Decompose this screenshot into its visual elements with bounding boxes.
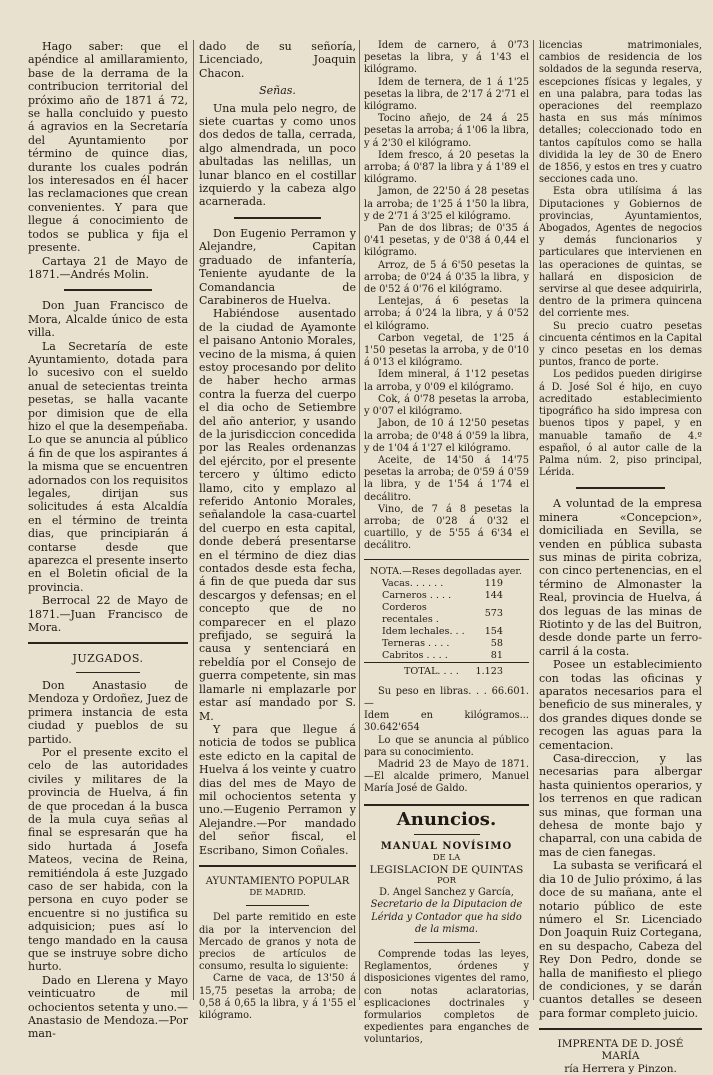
row-value: 81: [490, 649, 503, 661]
notice-cartaya: Hago saber: que el apéndice al amillaramiento, base de la derrama de la contribucion territorial del próximo año de 1871 á 72, se halla concluido y puesto á agravios en la Secretaría del Ayuntamiento por término de quince dias, durante los cuales podrán los interesados en él hacer las reclamaciones que crean convenientes. Y para que llegue á conocimiento de todos se publica y fija el presente.: [28, 40, 188, 255]
row-value: 573: [484, 607, 503, 619]
column-1: [28, 40, 188, 1041]
notice-berrocal: La Secretaría de este Ayuntamiento, dotada para lo sucesivo con el sueldo anual de setecientas treinta pesetas, se halla vacante por dimision que de ella hizo el que la desempeñaba. Lo que se anuncia al público á fin de que los aspirantes á la misma que se encuentren adornados con los requisitos legales, dirijan sus solicitudes á esta Alcaldía en el término de treinta dias, que principiarán á contarse desde que aparezca el presente inserto en el Boletin oficial de la provincia.: [28, 339, 188, 594]
market-price: Jabon, de 10 á 12'50 pesetas la arroba; de 0'48 á 0'59 la libra, y de 1'04 á 1'27 el kilógramo.: [364, 418, 529, 454]
slaughter-table: [364, 578, 529, 678]
row-value: 144: [484, 589, 503, 601]
row-label: Vacas. . . . . .: [382, 577, 444, 589]
imprint: IMPRENTA DE D. JOSÉ MARÍA: [557, 1038, 684, 1063]
market-price: Idem mineral, á 1'12 pesetas la arroba, y 0'09 el kilógramo.: [364, 369, 529, 393]
table-row: [364, 638, 529, 650]
separator: [539, 1028, 702, 1030]
notice-title: Don Juan Francisco de Mora, Alcalde único de esta villa.: [28, 299, 188, 340]
section-heading-ayuntamiento: AYUNTAMIENTO POPULAR: [205, 875, 350, 887]
notice-signature: Berrocal 22 de Mayo de 1871.—Juan Francisco de Mora.: [28, 594, 188, 635]
book-description: Esta obra utilísima á las Diputaciones y Gobiernos de provincias, Ayuntamientos, Abogados, Agentes de negocios y demás funcionarios y particulares que intervienen en las operaciones de quintas, se hallará en disposicion de servirse al que desee adquirirla, dentro de la primera quincena del corriente mes.: [539, 186, 702, 320]
book-title: MANUAL NOVÍSIMO: [380, 840, 513, 852]
market-price: Idem de ternera, de 1 á 1'25 pesetas la libra, de 2'17 á 2'71 el kilógramo.: [364, 76, 529, 113]
market-price: Vino, de 7 á 8 pesetas la arroba; de 0'28 á 0'32 el cuartillo, y de 5'55 á 6'34 el decálitro.: [364, 503, 529, 552]
row-label: Corderos recentales .: [382, 601, 439, 625]
separator: [234, 217, 320, 219]
notice-continuation: dado de su señoría, Licenciado, Joaquin Chacon.: [199, 40, 356, 80]
market-price: Carne de vaca, de 13'50 á 15,75 pesetas la arroba; de 0,58 á 0,65 la libra, y á 1'55 el kilógramo.: [199, 973, 356, 1021]
market-price: Arroz, de 5 á 6'50 pesetas la arroba; de 0'24 á 0'35 la libra, y de 0'52 á 0'76 el kilógramo.: [364, 259, 529, 296]
weight-kilos: Idem en kilógramos... 30.642'654: [364, 710, 529, 734]
row-label: Idem lechales. . .: [382, 625, 465, 637]
table-row: [364, 650, 529, 663]
row-label: Cabritos . . . .: [382, 649, 448, 661]
total-label: TOTAL. . . .: [404, 665, 459, 677]
market-price: Cok, á 0'78 pesetas la arroba, y 0'07 el kilógramo.: [364, 393, 529, 418]
book-author-role: Secretario de la Diputacion de Lérida y Contador que ha sido de la misma.: [370, 899, 523, 935]
column-2: [199, 40, 356, 1022]
anuncios-heading: Anuncios.: [396, 808, 497, 830]
notice-body: Dado en Llerena y Mayo veinticuatro de mil ochocientos setenta y uno.—Anastasio de Mendoza.—Por man-: [28, 973, 188, 1041]
separator: [414, 834, 480, 835]
notice-title: Don Eugenio Perramon y Alejandre, Capitan graduado de infantería, Teniente ayudante de la Comandancia de Carabineros de Huelva.: [199, 226, 356, 307]
row-value: 58: [490, 637, 503, 649]
market-price: Pan de dos libras; de 0'35 á 0'41 pesetas, y de 0'38 á 0,44 el kilógramo.: [364, 223, 529, 259]
nota-title: NOTA.—Reses degolladas ayer.: [370, 565, 523, 577]
market-price: Tocino añejo, de 24 á 25 pesetas la arroba; á 1'06 la libra, y á 2'30 el kilógramo.: [364, 113, 529, 149]
row-value: 119: [484, 577, 503, 589]
senas-heading: Señas.: [259, 84, 296, 98]
row-label: Terneras . . . .: [382, 637, 450, 649]
market-price: Idem fresco, á 20 pesetas la arroba; á 0'87 la libra y á 1'89 el kilógramo.: [364, 149, 529, 186]
book-description: Comprende todas las leyes, Reglamentos, órdenes y disposiciones vigentes del ramo, con notas aclaratorias, esplicaciones doctrinales y formularios completos de expedientes para enganches de voluntarios,: [364, 948, 529, 1046]
separator: [199, 865, 356, 867]
separator: [414, 942, 480, 943]
table-total-row: [364, 662, 529, 678]
notice-signature: Madrid 23 de Mayo de 1871.—El alcalde primero, Manuel María José de Galdo.: [364, 758, 529, 795]
imprint: ría Herrera y Pinzon.: [564, 1062, 677, 1075]
total-value: 1.123: [475, 665, 503, 677]
section-subheading: DE MADRID.: [249, 888, 306, 899]
separator: [246, 905, 309, 906]
market-price: Jamon, de 22'50 á 28 pesetas la arroba; de 1'25 á 1'50 la libra, y de 2'71 á 3'25 el kilógramo.: [364, 186, 529, 222]
table-row: [364, 578, 529, 590]
weight-pounds: Su peso en libras. . . 66.601.—: [364, 685, 529, 709]
market-price: Carbon vegetal, de 1'25 á 1'50 pesetas la arroba, y de 0'10 á 0'13 el kilógramo.: [364, 332, 529, 369]
mule-description: Una mula pelo negro, de siete cuartas y como unos dos dedos de talla, cerrada, algo almendrada, un poco abultadas las nelillas, un lunar blanco en el costillar izquierdo y la cabeza algo acarnerada.: [199, 101, 356, 209]
market-intro: Del parte remitido en este dia por la intervencion del Mercado de granos y nota de precios de artículos de consumo, resulta lo siguiente:: [199, 912, 356, 973]
separator: [364, 804, 529, 806]
separator: [64, 289, 152, 291]
notice-title: Don Anastasio de Mendoza y Ordoñez, Juez de primera instancia de esta ciudad y pueblos de su partido.: [28, 678, 188, 746]
separator: [364, 559, 529, 560]
mine-auction: La subasta se verificará el dia 10 de Julio próximo, á las doce de su mañana, ante el notario público de este número el Sr. Licenciado Don Joaquin Ruiz Cortegana, en su despacho, Cabeza del Rey Don Pedro, donde se halla de manifiesto el pliego de condiciones, y se darán cuantos detalles se deseen para formar completo juicio.: [539, 859, 702, 1020]
column-divider: [533, 40, 534, 1000]
market-price: Aceite, de 14'50 á 14'75 pesetas la arroba; de 0'59 á 0'59 la libra, y de 1'54 á 1'74 el decálitro.: [364, 454, 529, 503]
table-row: [364, 602, 529, 626]
book-by: POR: [436, 876, 457, 887]
table-row: [364, 626, 529, 638]
mine-auction: A voluntad de la empresa minera «Concepcion», domiciliada en Sevilla, se venden en pública subasta sus minas de pirita cobriza, con cinco pertenencias, en el término de Almonaster la Real, provincia de Huelva, á dos leguas de las minas de Riotinto y de las del Buitron, desde donde parte un ferro-carril á la costa.: [539, 497, 702, 658]
notice-body: Por el presente excito el celo de las autoridades civiles y militares de la provincia de Huelva, á fin de que procedan á la busca de la mula cuya señas al final se espresarán que ha sido hurtada á Josefa Mateos, vecina de Reina, remitiéndola á este Juzgado caso de ser habida, con la persona en cuyo poder se encuentre si no justifica su adquisicion; pues así lo tengo mandado en la causa que se instruye sobre dicho hurto.: [28, 745, 188, 974]
market-price: Lentejas, á 6 pesetas la arroba; á 0'24 la libra, y á 0'52 el kilógramo.: [364, 296, 529, 332]
book-price: Su precio cuatro pesetas cincuenta céntimos en la Capital y cinco pesetas en los demas puntos, franco de porte.: [539, 320, 702, 369]
row-label: Carneros . . . .: [382, 589, 452, 601]
edict-body: Y para que llegue á noticia de todos se publica este edicto en la capital de Huelva á los veinte y cuatro dias del mes de Mayo de mil ochocientos setenta y uno.—Eugenio Perramon y Alejandre.—Por mandado del señor fiscal, el Escribano, Simon Coñales.: [199, 722, 356, 857]
row-value: 154: [484, 625, 503, 637]
section-heading-juzgados: JUZGADOS.: [72, 652, 144, 666]
book-orders: Los pedidos pueden dirigirse á D. José Sol é hijo, en cuyo acreditado establecimiento tipográfico ha sido impresa con buenos tipos y papel, y en manuable tamaño de 4.º español, ó al autor calle de la Palma núm. 2, piso principal, Lérida.: [539, 369, 702, 479]
book-subject: LEGISLACION DE QUINTAS: [369, 863, 524, 876]
separator: [28, 642, 188, 644]
notice-signature: Cartaya 21 de Mayo de 1871.—Andrés Molin.: [28, 254, 188, 281]
book-description-cont: licencias matrimoniales, cambios de residencia de los soldados de la segunda reserva, escepciones físicas y legales, y en una palabra, para todas las operaciones del reemplazo hasta en sus más mínimos detalles; coleccionado todo en tantos capítulos como se halla dividida la ley de 30 de Enero de 1856, y estos en tres y cuatro secciones cada uno.: [539, 40, 702, 186]
mine-auction: Posee un establecimiento con todas las oficinas y aparatos necesarios para el beneficio de sus minerales, y dos grandes diques donde se recogen las aguas para la cementacion.: [539, 658, 702, 752]
notice-body: Lo que se anuncia al público para su conocimiento.: [364, 734, 529, 758]
separator: [76, 672, 140, 673]
mine-auction: Casa-direccion, y las necesarias para albergar hasta quinientos operarios, y los terrenos en que radican sus minas, que forman una dehesa de monte bajo y chaparral, con una cabida de mas de cien fanegas.: [539, 752, 702, 859]
book-author: D. Angel Sanchez y García,: [379, 887, 514, 899]
table-row: [364, 590, 529, 602]
column-3: [364, 40, 529, 1047]
market-price: Idem de carnero, á 0'73 pesetas la libra, y á 1'43 el kilógramo.: [364, 40, 529, 76]
edict-body: Habiéndose ausentado de la ciudad de Ayamonte el paisano Antonio Morales, vecino de la misma, á quien estoy procesando por delito de haber hecho armas contra la fuerza del cuerpo el dia ocho de Setiembre del año anterior, y usando de la jurisdiccion concedida por las Reales ordenanzas del ejército, por el presente tercero y último edicto llamo, cito y emplazo al referido Antonio Morales, señalandole la casa-cuartel del cuerpo en esta capital, donde deberá presentarse en el término de diez dias contados desde esta fecha, á fin de que pueda dar sus descargos y defensas; en el concepto que de no comparecer en el plazo prefijado, se seguirá la causa y sentenciará en rebeldía por el Consejo de guerra competente, sin mas llamarle ni emplazarle por estar así mandado por S. M.: [199, 307, 356, 723]
book-title-of: DE LA: [432, 852, 461, 863]
separator: [576, 487, 666, 489]
column-4: [539, 40, 702, 1075]
column-divider: [359, 40, 360, 1000]
column-divider: [193, 40, 194, 1000]
